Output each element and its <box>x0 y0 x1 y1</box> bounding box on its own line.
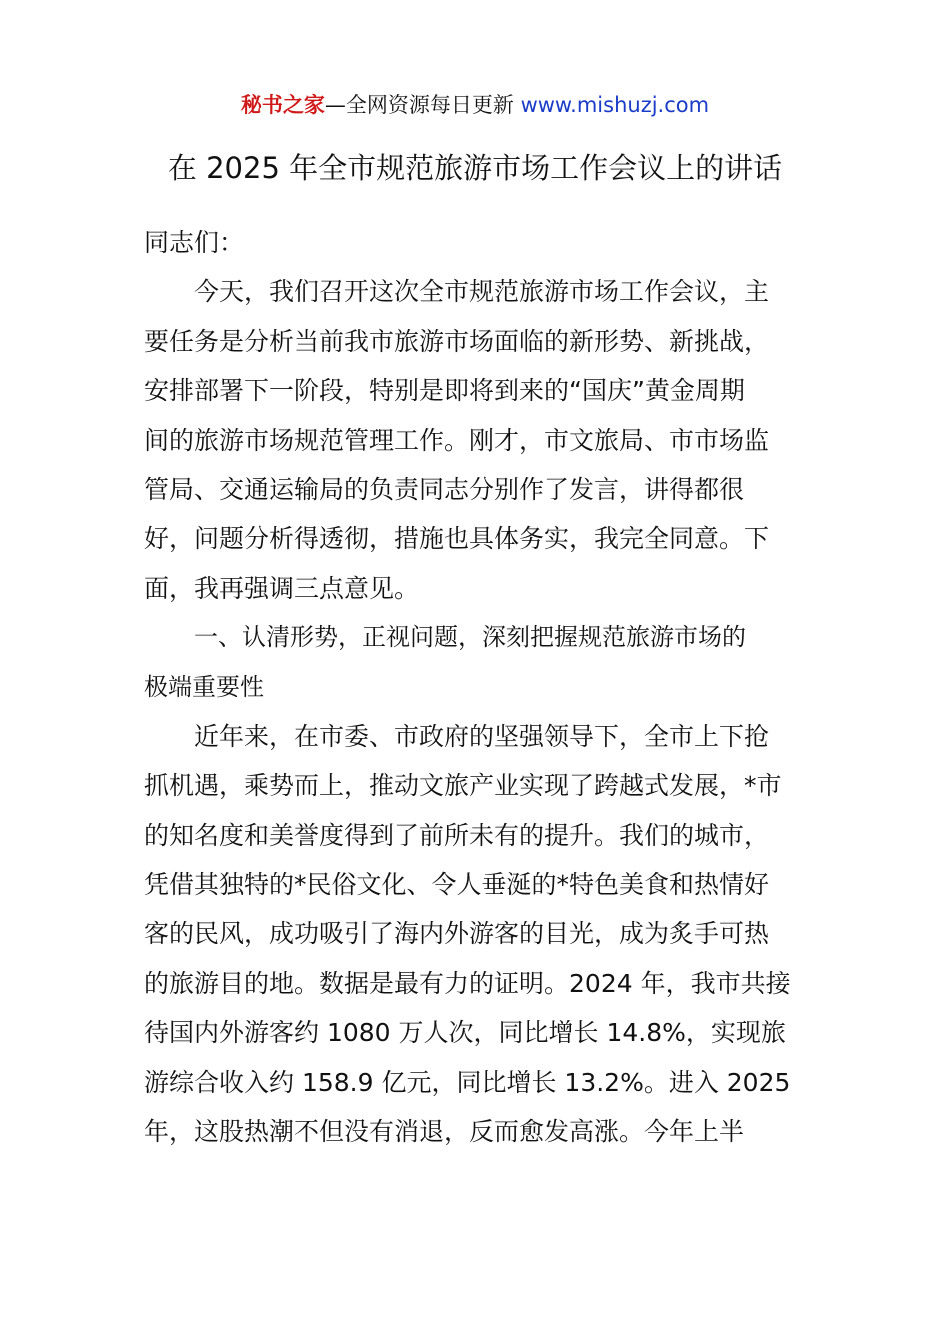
text-line: 管局、交通运输局的负责同志分别作了发言，讲得都很 <box>144 474 745 504</box>
text-line: 抓机遇，乘势而上，推动文旅产业实现了跨越式发展，*市 <box>144 771 782 801</box>
document-body <box>144 218 808 1156</box>
section-heading-line: 一、认清形势，正视问题，深刻把握规范旅游市场的 <box>194 623 746 652</box>
text-line: 间的旅游市场规范管理工作。刚才，市文旅局、市市场监 <box>144 425 770 455</box>
text-line: 待国内外游客约 1080 万人次，同比增长 14.8%，实现旅 <box>144 1018 786 1048</box>
text-line: 凭借其独特的*民俗文化、令人垂涎的*特色美食和热情好 <box>144 870 770 900</box>
text-line: 的知名度和美誉度得到了前所未有的提升。我们的城市， <box>144 820 770 850</box>
text-line: 要任务是分析当前我市旅游市场面临的新形势、新挑战， <box>144 326 770 356</box>
text-line: 今天，我们召开这次全市规范旅游市场工作会议，主 <box>194 277 770 307</box>
text-line: 安排部署下一阶段，特别是即将到来的“国庆”黄金周期 <box>144 376 745 406</box>
text-line: 近年来，在市委、市政府的坚强领导下，全市上下抢 <box>194 721 770 751</box>
document-title: 在 2025 年全市规范旅游市场工作会议上的讲话 <box>167 151 783 185</box>
site-tagline: —全网资源每日更新 <box>324 93 521 117</box>
text-line: 客的民风，成功吸引了海内外游客的目光，成为炙手可热 <box>144 919 770 949</box>
text-line: 的旅游目的地。数据是最有力的证明。2024 年，我市共接 <box>144 968 791 998</box>
site-brand: 秘书之家 <box>240 93 325 117</box>
site-header <box>0 88 950 122</box>
site-url-link[interactable]: www.mishuzj.com <box>520 93 710 117</box>
text-line: 年，这股热潮不但没有消退，反而愈发高涨。今年上半 <box>144 1117 745 1147</box>
text-line: 游综合收入约 158.9 亿元，同比增长 13.2%。进入 2025 <box>144 1067 791 1097</box>
salutation: 同志们： <box>144 228 245 257</box>
text-line: 面，我再强调三点意见。 <box>144 573 420 603</box>
text-line: 好，问题分析得透彻，措施也具体务实，我完全同意。下 <box>144 524 770 554</box>
section-heading-line: 极端重要性 <box>144 672 264 701</box>
